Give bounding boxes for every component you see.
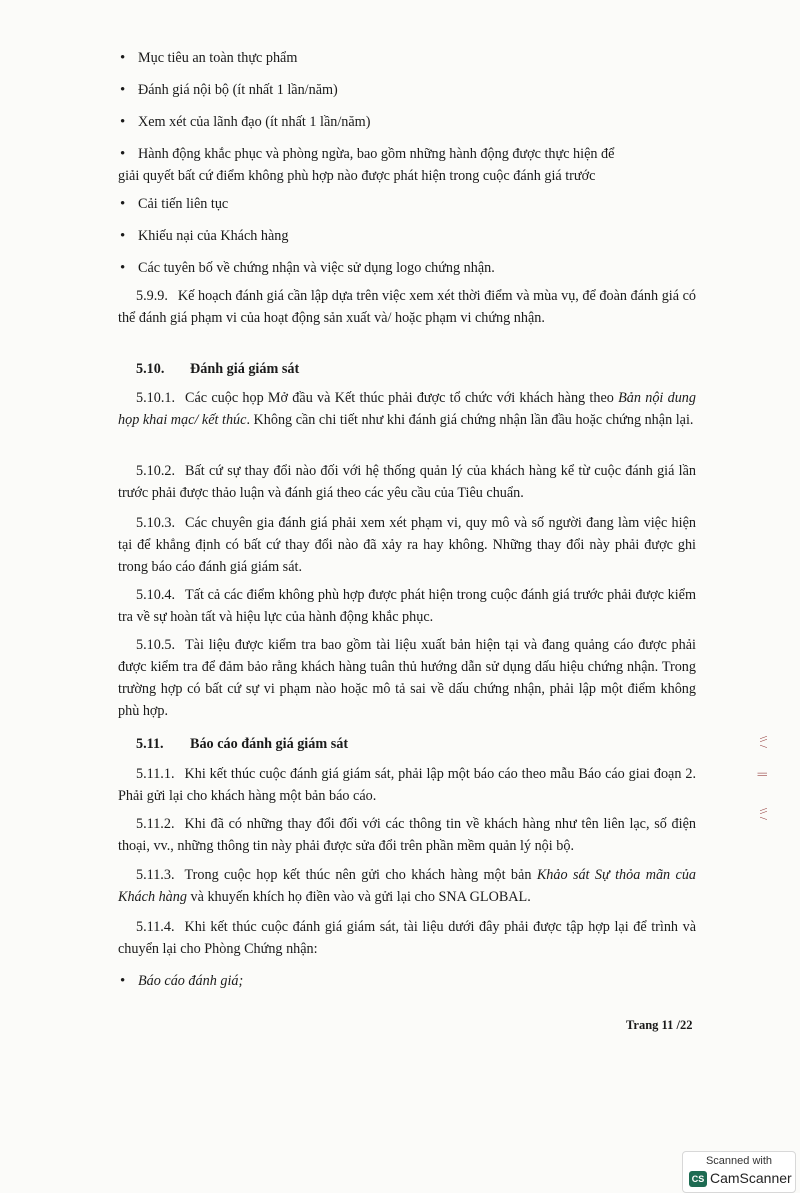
bullet-item: • Xem xét của lãnh đạo (ít nhất 1 lần/năm) xyxy=(138,111,718,133)
clause-number: 5.11.4. xyxy=(136,919,175,935)
clause-text: Các cuộc họp Mở đầu và Kết thúc phải được tổ chức với khách hàng theo xyxy=(185,390,619,406)
bullet-item: • Khiếu nại của Khách hàng xyxy=(138,225,718,247)
paragraph-5-11-3 xyxy=(118,864,696,908)
paragraph-5-11-1 xyxy=(118,763,696,807)
paragraph-5-11-4 xyxy=(118,916,696,960)
clause-text: Khi kết thúc cuộc đánh giá giám sát, tài liệu dưới đây phải được tập hợp lại để trình và chuyển lại cho Phòng Chứng nhận: xyxy=(118,919,696,957)
section-number: 5.11. xyxy=(136,736,164,752)
bullet-item: • Mục tiêu an toàn thực phẩm xyxy=(138,47,718,69)
clause-number: 5.10.1. xyxy=(136,390,176,406)
margin-stamp-marks xyxy=(748,738,778,868)
section-heading-5-11 xyxy=(136,733,348,755)
watermark-brand: CamScanner xyxy=(710,1170,792,1186)
bullet-italic-text: Báo cáo đánh giá; xyxy=(138,973,244,989)
clause-italic-text: Bản nội dung họp khai mạc/ kết thúc xyxy=(118,390,696,428)
section-title: Đánh giá giám sát xyxy=(190,361,300,377)
margin-mark: || xyxy=(757,772,769,777)
section-heading-5-10 xyxy=(136,358,299,380)
clause-text: Trong cuộc họp kết thúc nên gửi cho khách hàng một bản xyxy=(184,867,537,883)
clause-italic-text: Khảo sát Sự thỏa mãn của Khách hàng xyxy=(118,867,697,905)
clause-number: 5.10.5. xyxy=(136,637,176,653)
section-number: 5.10. xyxy=(136,361,165,377)
bullet-line-2: giải quyết bất cứ điểm không phù hợp nào được phát hiện trong cuộc đánh giá trước xyxy=(118,168,596,184)
clause-text: Tất cả các điểm không phù hợp được phát hiện trong cuộc đánh giá trước phải được kiểm tra về sự hoàn tất và hiệu lực của hành động khắc phục. xyxy=(118,587,696,625)
paragraph-5-10-3 xyxy=(118,512,696,578)
paragraph-5-9-9 xyxy=(118,285,696,329)
paragraph-5-10-2 xyxy=(118,460,696,504)
clause-number: 5.11.2. xyxy=(136,816,175,832)
clause-text: Bất cứ sự thay đổi nào đối với hệ thống quản lý của khách hàng kể từ cuộc đánh giá lần trước phải được thảo luận và đánh giá theo các yêu cầu của Tiêu chuẩn. xyxy=(118,463,696,501)
bullet-item: • Các tuyên bố về chứng nhận và việc sử dụng logo chứng nhận. xyxy=(138,257,718,279)
section-title: Báo cáo đánh giá giám sát xyxy=(190,736,349,752)
clause-text-tail: và khuyến khích họ điền vào và gửi lại cho SNA GLOBAL. xyxy=(186,889,531,905)
clause-text: Khi kết thúc cuộc đánh giá giám sát, phải lập một báo cáo theo mẫu Báo cáo giai đoạn 2. Phải gửi lại cho khách hàng một bản báo cáo. xyxy=(118,766,696,804)
bullet-line-1: Hành động khắc phục và phòng ngừa, bao gồm những hành động được thực hiện để xyxy=(138,146,615,162)
clause-number: 5.10.2. xyxy=(136,463,176,479)
clause-number: 5.10.3. xyxy=(136,515,176,531)
clause-text: Kế hoạch đánh giá cần lập dựa trên việc xem xét thời điểm và mùa vụ, để đoàn đánh giá có thể đánh giá phạm vi của hoạt động sản xuất và/ hoặc phạm vi chứng nhận. xyxy=(118,288,696,326)
watermark-caption: Scanned with xyxy=(705,1155,773,1167)
clause-number: 5.9.9. xyxy=(136,288,168,304)
paragraph-5-10-5 xyxy=(118,634,696,722)
bullet-item xyxy=(138,970,718,992)
clause-number: 5.10.4. xyxy=(136,587,176,603)
clause-number: 5.11.3. xyxy=(136,867,175,883)
bullet-item: • Đánh giá nội bộ (ít nhất 1 lần/năm) xyxy=(138,79,718,101)
clause-text: Các chuyên gia đánh giá phải xem xét phạm vi, quy mô và số người đang làm việc hiện tại để khẳng định có bất cứ thay đổi nào đã xảy ra hay không. Những thay đổi này phải được ghi trong báo cáo đánh giá giám sát. xyxy=(118,515,696,575)
clause-text-tail: . Không cần chi tiết như khi đánh giá chứng nhận lần đầu hoặc chứng nhận lại. xyxy=(246,412,694,428)
paragraph-5-11-2 xyxy=(118,813,696,857)
paragraph-5-10-1 xyxy=(118,387,696,431)
page-number: Trang 11 /22 xyxy=(626,1018,693,1032)
clause-text: Tài liệu được kiểm tra bao gồm tài liệu xuất bản hiện tại và đang quảng cáo được phải được kiểm tra để đảm bảo rằng khách hàng tuân thủ hướng dẫn sử dụng dấu hiệu chứng nhận. Trong trường hợp có bất cứ sự vi phạm nào hoặc mô tả sai về dấu chứng nhận, phải lập một điểm không phù hợp. xyxy=(118,637,696,719)
clause-number: 5.11.1. xyxy=(136,766,175,782)
margin-mark: \\ / xyxy=(757,808,769,820)
margin-mark: \\ / xyxy=(757,736,769,748)
bullet-item-long xyxy=(138,143,718,165)
camscanner-logo-icon: CS xyxy=(689,1171,707,1187)
clause-text: Khi đã có những thay đổi đối với các thông tin về khách hàng như tên liên lạc, số điện thoại, vv., những thông tin này phải được sửa đổi trên phần mềm quản lý nội bộ. xyxy=(118,816,696,854)
bullet-item: • Cải tiến liên tục xyxy=(138,193,718,215)
paragraph-5-10-4 xyxy=(118,584,696,628)
camscanner-watermark xyxy=(682,1151,796,1193)
